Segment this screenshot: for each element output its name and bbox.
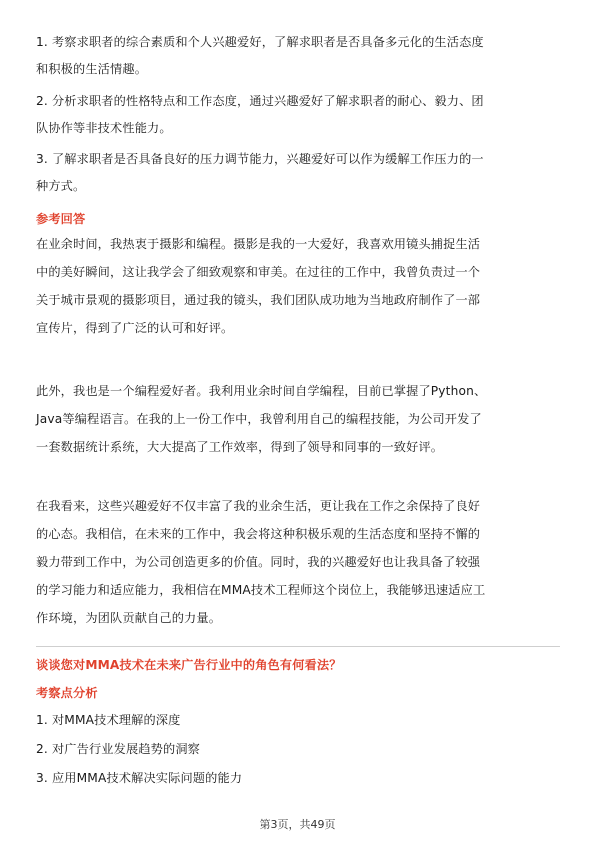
answer-heading: 参考回答 bbox=[36, 212, 86, 226]
answer-p1-line-2: 中的美好瞬间，这让我学会了细致观察和审美。在过往的工作中，我曾负责过一个 bbox=[36, 265, 481, 279]
answer-p2-line-3: 一套数据统计系统，大大提高了工作效率，得到了领导和同事的一致好评。 bbox=[36, 440, 444, 454]
answer-p2-line-2: Java等编程语言。在我的上一份工作中，我曾利用自己的编程技能，为公司开发了 bbox=[36, 412, 482, 426]
intro-point-2-line-2: 队协作等非技术性能力。 bbox=[36, 121, 172, 135]
intro-point-3-line-1: 3. 了解求职者是否具备良好的压力调节能力，兴趣爱好可以作为缓解工作压力的一 bbox=[36, 152, 484, 166]
answer-p1-line-3: 关于城市景观的摄影项目，通过我的镜头，我们团队成功地为当地政府制作了一部 bbox=[36, 293, 481, 307]
analysis-point-2: 2. 对广告行业发展趋势的洞察 bbox=[36, 742, 201, 756]
answer-p1-line-4: 宣传片，得到了广泛的认可和好评。 bbox=[36, 321, 234, 335]
intro-point-3-line-2: 种方式。 bbox=[36, 179, 86, 193]
page-footer: 第3页，共49页 bbox=[259, 818, 336, 831]
section-divider bbox=[36, 646, 560, 647]
question-title: 谈谈您对MMA技术在未来广告行业中的角色有何看法？ bbox=[36, 658, 342, 672]
intro-point-1-line-1: 1. 考察求职者的综合素质和个人兴趣爱好，了解求职者是否具备多元化的生活态度 bbox=[36, 35, 484, 49]
intro-point-1-line-2: 和积极的生活情趣。 bbox=[36, 62, 148, 76]
intro-point-2-line-1: 2. 分析求职者的性格特点和工作态度，通过兴趣爱好了解求职者的耐心、毅力、团 bbox=[36, 94, 484, 108]
answer-p1-line-1: 在业余时间，我热衷于摄影和编程。摄影是我的一大爱好，我喜欢用镜头捕捉生活 bbox=[36, 237, 481, 251]
answer-p3-line-1: 在我看来，这些兴趣爱好不仅丰富了我的业余生活，更让我在工作之余保持了良好 bbox=[36, 499, 481, 513]
analysis-heading: 考察点分析 bbox=[36, 686, 98, 700]
analysis-point-1: 1. 对MMA技术理解的深度 bbox=[36, 713, 181, 727]
answer-p2-line-1: 此外，我也是一个编程爱好者。我利用业余时间自学编程，目前已掌握了Python、 bbox=[36, 384, 487, 398]
answer-p3-line-5: 作环境，为团队贡献自己的力量。 bbox=[36, 611, 222, 625]
answer-p3-line-3: 毅力带到工作中，为公司创造更多的价值。同时，我的兴趣爱好也让我具备了较强 bbox=[36, 555, 481, 569]
analysis-point-3: 3. 应用MMA技术解决实际问题的能力 bbox=[36, 771, 243, 785]
answer-p3-line-4: 的学习能力和适应能力，我相信在MMA技术工程师这个岗位上，我能够迅速适应工 bbox=[36, 583, 486, 597]
answer-p3-line-2: 的心态。我相信，在未来的工作中，我会将这种积极乐观的生活态度和坚持不懈的 bbox=[36, 527, 481, 541]
